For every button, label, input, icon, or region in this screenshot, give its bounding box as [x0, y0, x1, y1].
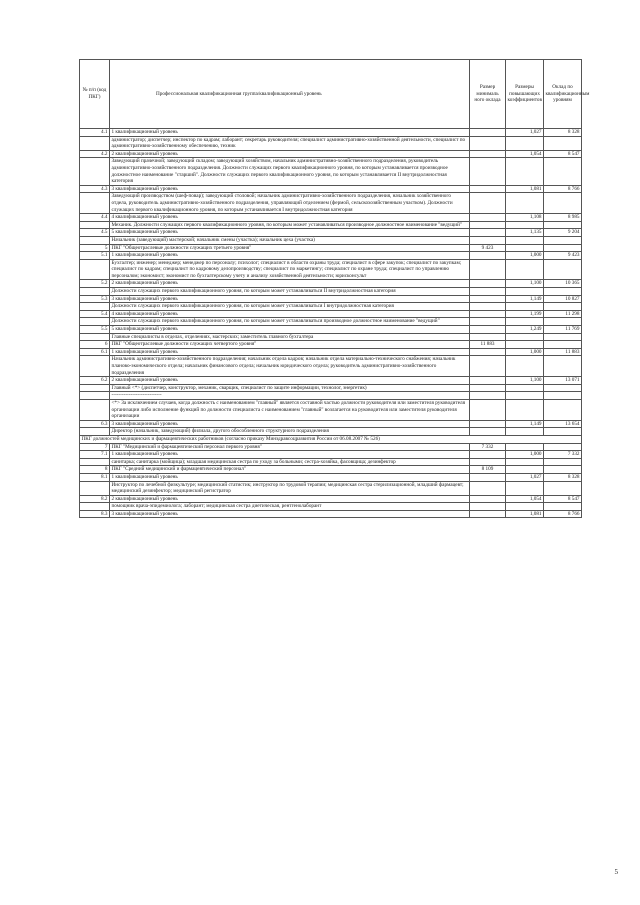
group-title-cell: ПКГ "Общеотраслевые должности служащих третьего уровня": [110, 244, 470, 252]
coefficient-cell: [506, 333, 544, 341]
table-row: [80, 288, 582, 296]
salary-cell: 8 766: [544, 510, 582, 518]
salary-cell: [544, 259, 582, 280]
salary-cell: 11 883: [544, 348, 582, 356]
description-cell: помощник врача-эпидемиолога; лаборант; медицинская сестра диетическая, рентгенолаборант: [110, 503, 470, 511]
coefficient-cell: 1,199: [506, 310, 544, 318]
code-cell: [80, 399, 110, 420]
coefficient-cell: [506, 193, 544, 214]
coefficient-cell: 1,054: [506, 495, 544, 503]
code-cell: 4.5: [80, 229, 110, 237]
level-title-cell: 5 квалификационный уровень: [110, 326, 470, 334]
min-salary-cell: 9 423: [470, 244, 506, 252]
coefficient-cell: [506, 458, 544, 466]
salary-table: [79, 59, 590, 518]
salary-cell: [544, 236, 582, 244]
salary-table-document: [79, 59, 590, 518]
min-salary-cell: [470, 510, 506, 518]
min-salary-cell: [470, 150, 506, 158]
salary-cell: [544, 466, 582, 474]
min-salary-cell: [470, 303, 506, 311]
header-group: Профессиональная квалификационная группа/квалификационный уровень: [110, 60, 470, 129]
code-cell: 5.5: [80, 326, 110, 334]
table-row: [80, 503, 582, 511]
salary-cell: 13 071: [544, 377, 582, 385]
salary-cell: [544, 136, 582, 150]
level-title-cell: 3 квалификационный уровень: [110, 185, 470, 193]
code-cell: [80, 392, 110, 400]
description-cell: администратор; диспетчер; инспектор по кадрам; лаборант; секретарь руководителя; специалист административно-хозяйственной деятельности, специалист по административно-хозяйственному обеспечению, техник: [110, 136, 470, 150]
salary-cell: [544, 193, 582, 214]
min-salary-cell: [470, 193, 506, 214]
coefficient-cell: [506, 392, 544, 400]
coefficient-cell: 1,027: [506, 129, 544, 137]
coefficient-cell: [506, 341, 544, 349]
salary-cell: [544, 458, 582, 466]
coefficient-cell: 1,081: [506, 185, 544, 193]
header-code: № п/п (код ПКГ): [80, 60, 110, 129]
code-cell: 5.1: [80, 252, 110, 260]
code-cell: [80, 236, 110, 244]
coefficient-cell: 1,249: [506, 326, 544, 334]
min-salary-cell: [470, 310, 506, 318]
description-cell: Должности служащих первого квалификационного уровня, по которым может устанавливаться производное должностное наименование "ведущий": [110, 318, 470, 326]
table-row: [80, 326, 582, 334]
min-salary-cell: [470, 252, 506, 260]
coefficient-cell: [506, 384, 544, 392]
table-row: [80, 435, 582, 443]
description-cell: Бухгалтер; инженер; менеджер; менеджер по персоналу; психолог; специалист в области охраны труда; специалист в сфере закупок; специалист по закупкам; специалист по кадрам; специалист по кадровому делопроизводству; специалист по маркетингу; специалист по охране труда; специалист по управлению персоналом; экономист; экономист по бухгалтерскому учету и анализу хозяйственной деятельности; юрисконсульт: [110, 259, 470, 280]
salary-cell: 11 298: [544, 310, 582, 318]
coefficient-cell: [506, 288, 544, 296]
salary-cell: [544, 244, 582, 252]
code-cell: [80, 288, 110, 296]
description-cell: Начальник (заведующий) мастерской; начальник смены (участка); начальник цеха (участка): [110, 236, 470, 244]
level-title-cell: 4 квалификационный уровень: [110, 214, 470, 222]
coefficient-cell: 1,000: [506, 348, 544, 356]
coefficient-cell: 1,149: [506, 420, 544, 428]
salary-cell: [544, 221, 582, 229]
table-row: [80, 399, 582, 420]
code-cell: 5: [80, 244, 110, 252]
level-title-cell: 5 квалификационный уровень: [110, 229, 470, 237]
min-salary-cell: [470, 428, 506, 436]
level-title-cell: 1 квалификационный уровень: [110, 451, 470, 459]
min-salary-cell: [470, 136, 506, 150]
description-cell: <*> За исключением случаев, когда должность с наименованием "главный" является составной частью должности руководителя или заместителя руководителя организации либо исполнение функций по должности специалиста с наименованием "главный" возлагается на руководителя или заместителя руководителя организации: [110, 399, 470, 420]
table-row: [80, 392, 582, 400]
level-title-cell: 3 квалификационный уровень: [110, 420, 470, 428]
coefficient-cell: [506, 236, 544, 244]
salary-cell: 13 654: [544, 420, 582, 428]
min-salary-cell: [470, 333, 506, 341]
coefficient-cell: 1,081: [506, 510, 544, 518]
table-row: [80, 185, 582, 193]
coefficient-cell: 1,100: [506, 280, 544, 288]
min-salary-cell: [470, 384, 506, 392]
min-salary-cell: [470, 229, 506, 237]
code-cell: 6.3: [80, 420, 110, 428]
salary-cell: [544, 443, 582, 451]
code-cell: 6: [80, 341, 110, 349]
coefficient-cell: [506, 259, 544, 280]
min-salary-cell: [470, 458, 506, 466]
level-title-cell: 2 квалификационный уровень: [110, 377, 470, 385]
salary-cell: [544, 303, 582, 311]
code-cell: 4.1: [80, 129, 110, 137]
code-cell: [80, 384, 110, 392]
code-cell: 4.3: [80, 185, 110, 193]
min-salary-cell: [470, 392, 506, 400]
table-row: [80, 481, 582, 495]
min-salary-cell: 8 109: [470, 466, 506, 474]
table-row: [80, 466, 582, 474]
coefficient-cell: [506, 428, 544, 436]
salary-cell: [544, 384, 582, 392]
table-row: [80, 244, 582, 252]
salary-cell: 9 204: [544, 229, 582, 237]
table-row: [80, 280, 582, 288]
coefficient-cell: [506, 356, 544, 377]
table-row: [80, 295, 582, 303]
code-cell: 4.2: [80, 150, 110, 158]
min-salary-cell: [470, 356, 506, 377]
coefficient-cell: 1,149: [506, 295, 544, 303]
code-cell: [80, 221, 110, 229]
coefficient-cell: [506, 481, 544, 495]
min-salary-cell: [470, 451, 506, 459]
code-cell: 6.2: [80, 377, 110, 385]
table-row: [80, 428, 582, 436]
code-cell: [80, 481, 110, 495]
coefficient-cell: [506, 399, 544, 420]
code-cell: [80, 193, 110, 214]
salary-cell: [544, 318, 582, 326]
code-cell: 7.1: [80, 451, 110, 459]
table-row: [80, 193, 582, 214]
table-row: [80, 136, 582, 150]
table-row: [80, 214, 582, 222]
salary-cell: 9 423: [544, 252, 582, 260]
min-salary-cell: [470, 185, 506, 193]
coefficient-cell: 1,108: [506, 214, 544, 222]
code-cell: 8: [80, 466, 110, 474]
description-cell: Главный <*> (диспетчер, конструктор, механик, сварщик, специалист по защите информации, технолог, энергетик): [110, 384, 470, 392]
min-salary-cell: [470, 399, 506, 420]
salary-cell: [544, 503, 582, 511]
header-salary: Оклад по квалификационным уровням: [544, 60, 582, 129]
min-salary-cell: [470, 326, 506, 334]
code-cell: 5.4: [80, 310, 110, 318]
group-title-cell: ПКГ "Общеотраслевые должности служащих четвертого уровня": [110, 341, 470, 349]
salary-cell: 7 332: [544, 451, 582, 459]
code-cell: [80, 356, 110, 377]
description-cell: Главные специалисты в отделах, отделениях, мастерских; заместитель главного бухгалтера: [110, 333, 470, 341]
description-cell: -----------------------------: [110, 392, 470, 400]
salary-cell: [544, 392, 582, 400]
coefficient-cell: [506, 443, 544, 451]
level-title-cell: 3 квалификационный уровень: [110, 295, 470, 303]
min-salary-cell: [470, 473, 506, 481]
salary-cell: 8 328: [544, 129, 582, 137]
salary-cell: [544, 341, 582, 349]
min-salary-cell: [470, 158, 506, 185]
min-salary-cell: [470, 420, 506, 428]
description-cell: санитарка; санитарка (мойщица); младшая медицинская сестра по уходу за больными; сестра-хозяйка, фасовщица; дезинфектор: [110, 458, 470, 466]
salary-cell: 8 766: [544, 185, 582, 193]
group-title-cell: ПКГ "Средний медицинский и фармацевтический персонал": [110, 466, 470, 474]
table-row: [80, 333, 582, 341]
min-salary-cell: 7 332: [470, 443, 506, 451]
level-title-cell: 4 квалификационный уровень: [110, 310, 470, 318]
salary-cell: 10 827: [544, 295, 582, 303]
code-cell: 8.1: [80, 473, 110, 481]
salary-cell: [544, 288, 582, 296]
coefficient-cell: 1,000: [506, 451, 544, 459]
description-cell: Начальник административно-хозяйственного подразделения; начальник отдела кадров; начальник отдела материально-технического снабжения; начальник планово-экономического отдела; начальник финансового отдела; начальник юридического отдела; руководитель административно-хозяйственного подразделения: [110, 356, 470, 377]
level-title-cell: 2 квалификационный уровень: [110, 280, 470, 288]
table-row: [80, 356, 582, 377]
level-title-cell: 1 квалификационный уровень: [110, 129, 470, 137]
coefficient-cell: [506, 303, 544, 311]
table-row: [80, 150, 582, 158]
coefficient-cell: 1,100: [506, 377, 544, 385]
table-row: [80, 252, 582, 260]
table-row: [80, 510, 582, 518]
code-cell: [80, 503, 110, 511]
table-row: [80, 259, 582, 280]
group-title-cell: ПКГ "Медицинский и фармацевтический персонал первого уровня": [110, 443, 470, 451]
level-title-cell: 1 квалификационный уровень: [110, 348, 470, 356]
table-row: [80, 310, 582, 318]
min-salary-cell: [470, 377, 506, 385]
coefficient-cell: [506, 136, 544, 150]
table-row: [80, 158, 582, 185]
table-row: [80, 229, 582, 237]
code-cell: 4.4: [80, 214, 110, 222]
table-row: [80, 341, 582, 349]
coefficient-cell: [506, 466, 544, 474]
code-cell: [80, 136, 110, 150]
coefficient-cell: 1,000: [506, 252, 544, 260]
level-title-cell: 1 квалификационный уровень: [110, 473, 470, 481]
table-row: [80, 236, 582, 244]
salary-cell: [544, 481, 582, 495]
level-title-cell: 3 квалификационный уровень: [110, 510, 470, 518]
min-salary-cell: 11 883: [470, 341, 506, 349]
coefficient-cell: [506, 221, 544, 229]
table-row: [80, 303, 582, 311]
min-salary-cell: [470, 214, 506, 222]
table-row: [80, 473, 582, 481]
coefficient-cell: [506, 318, 544, 326]
salary-cell: [544, 356, 582, 377]
min-salary-cell: [470, 318, 506, 326]
salary-cell: 8 985: [544, 214, 582, 222]
coefficient-cell: 1,054: [506, 150, 544, 158]
table-row: [80, 348, 582, 356]
coefficient-cell: [506, 503, 544, 511]
coefficient-cell: 1,027: [506, 473, 544, 481]
code-cell: [80, 333, 110, 341]
table-header-row: [80, 60, 582, 129]
salary-cell: [544, 428, 582, 436]
min-salary-cell: [470, 495, 506, 503]
coefficient-cell: [506, 158, 544, 185]
header-coefficient: Размеры повышающих коэффициентов: [506, 60, 544, 129]
level-title-cell: 2 квалификационный уровень: [110, 150, 470, 158]
level-title-cell: 2 квалификационный уровень: [110, 495, 470, 503]
table-row: [80, 495, 582, 503]
table-row: [80, 377, 582, 385]
header-min-salary: Размер минималь ного оклада: [470, 60, 506, 129]
salary-cell: 10 365: [544, 280, 582, 288]
code-cell: 7: [80, 443, 110, 451]
min-salary-cell: [470, 481, 506, 495]
min-salary-cell: [470, 129, 506, 137]
description-cell: Должности служащих первого квалификационного уровня, по которым может устанавливаться I внутридолжностная категория: [110, 303, 470, 311]
code-cell: 8.2: [80, 495, 110, 503]
code-cell: [80, 158, 110, 185]
min-salary-cell: [470, 280, 506, 288]
min-salary-cell: [470, 295, 506, 303]
code-cell: 8.3: [80, 510, 110, 518]
min-salary-cell: [470, 288, 506, 296]
coefficient-cell: [506, 244, 544, 252]
description-cell: Заведующий прачечной; заведующий складом; заведующий хозяйством, начальник административно-хозяйственного подразделения, руководитель административно-хозяйственного подразделения. Должности служащих первого квалификационного уровня, по которым устанавливается производное должностное наименование "старший". Должности служащих первого квалификационного уровня, по которым устанавливается II внутридолжностная категория: [110, 158, 470, 185]
code-cell: [80, 303, 110, 311]
code-cell: [80, 259, 110, 280]
page-number: 5: [614, 868, 618, 876]
min-salary-cell: [470, 221, 506, 229]
salary-cell: 8 328: [544, 473, 582, 481]
salary-cell: 8 547: [544, 150, 582, 158]
code-cell: 5.2: [80, 280, 110, 288]
min-salary-cell: [470, 259, 506, 280]
coefficient-cell: 1,135: [506, 229, 544, 237]
code-cell: 5.3: [80, 295, 110, 303]
salary-cell: 8 547: [544, 495, 582, 503]
min-salary-cell: [470, 236, 506, 244]
code-cell: [80, 428, 110, 436]
code-cell: [80, 318, 110, 326]
description-cell: Должности служащих первого квалификационного уровня, по которым может устанавливаться II внутридолжностная категория: [110, 288, 470, 296]
table-row: [80, 384, 582, 392]
table-row: [80, 221, 582, 229]
code-cell: 6.1: [80, 348, 110, 356]
table-row: [80, 420, 582, 428]
min-salary-cell: [470, 503, 506, 511]
description-cell: Директор (начальник, заведующий) филиала, другого обособленного структурного подразделения: [110, 428, 470, 436]
level-title-cell: 1 квалификационный уровень: [110, 252, 470, 260]
table-row: [80, 318, 582, 326]
description-cell: Инструктор по лечебной физкультуре; медицинский статистик; инструктор по трудовой терапии; медицинская сестра стерилизационной, младший фармацевт; медицинский дезинфектор; медицинский регистратор: [110, 481, 470, 495]
salary-cell: 11 769: [544, 326, 582, 334]
description-cell: Заведующий производством (шеф-повар); заведующий столовой; начальник административно-хозяйственного подразделения, начальник хозяйственного отдела, руководитель административно-хозяйственного подразделения, управляющий отделением (фермой, сельскохозяйственным участком). Должности служащих первого квалификационного уровня, по которым устанавливается I внутридолжностная категория: [110, 193, 470, 214]
table-row: [80, 458, 582, 466]
table-row: [80, 129, 582, 137]
code-cell: [80, 458, 110, 466]
table-body: [80, 129, 582, 518]
table-row: [80, 451, 582, 459]
description-cell: Механик. Должности служащих первого квалификационного уровня, по которым может устанавливаться производное должностное наименование "ведущий": [110, 221, 470, 229]
salary-cell: [544, 399, 582, 420]
min-salary-cell: [470, 348, 506, 356]
section-title-cell: ПКГ должностей медицинских и фармацевтических работников (согласно приказу Минздравсоцразвития России от 06.08.2007 № 526): [80, 435, 582, 443]
table-row: [80, 443, 582, 451]
salary-cell: [544, 158, 582, 185]
salary-cell: [544, 333, 582, 341]
